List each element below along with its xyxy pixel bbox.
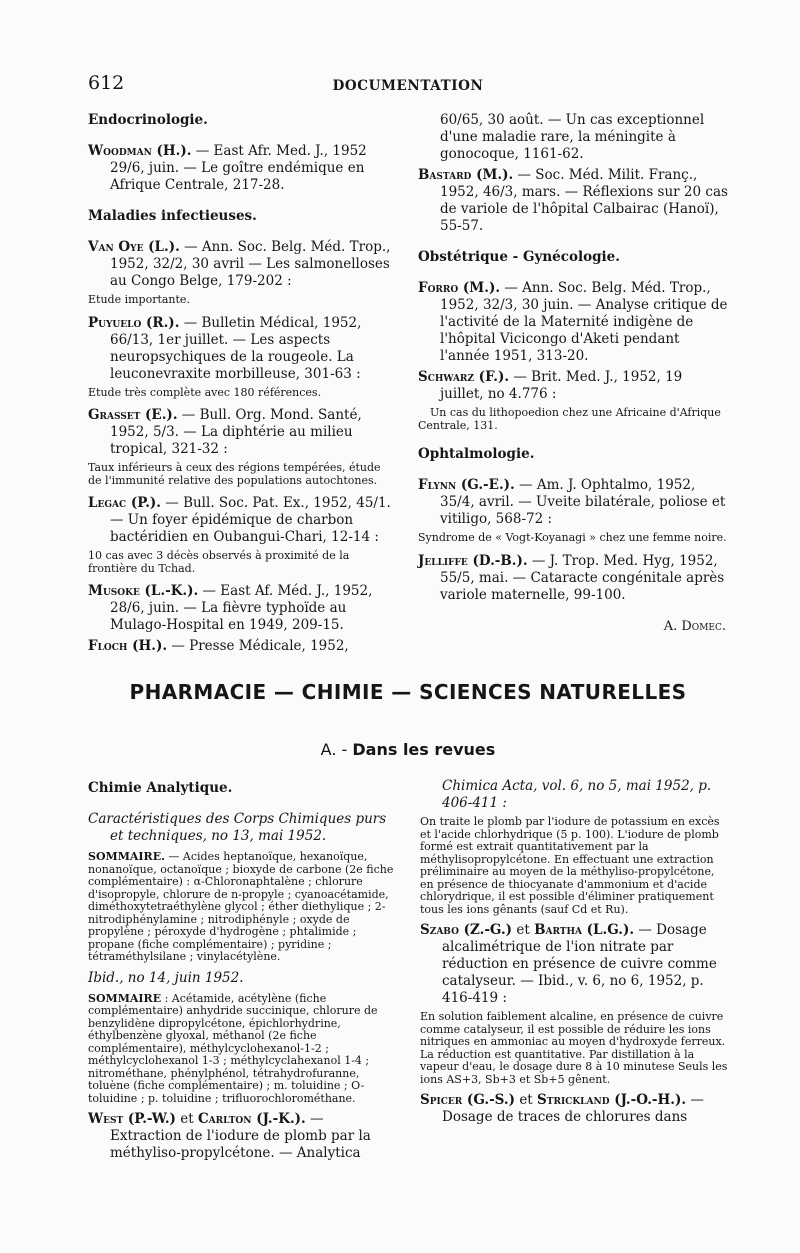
entry-text: — Presse Médicale, 1952, xyxy=(167,638,349,654)
bibliography-entry xyxy=(418,553,730,604)
entry-author: Grasset (E.). xyxy=(88,407,178,423)
entry-author: West (P.-W.) xyxy=(88,1111,176,1127)
section-title: PHARMACIE — CHIMIE — SCIENCES NATURELLES xyxy=(129,680,687,704)
section-heading: Ophtalmologie. xyxy=(418,446,535,462)
entry-author: Spicer (G.-S.) xyxy=(420,1092,516,1108)
bibliography-entry xyxy=(418,369,730,403)
entry-text: — J. Trop. Med. Hyg, 1952, 55/5, mai. — Cataracte congénitale après variole maternelle, 99-100. xyxy=(440,552,725,603)
entry-text: — Soc. Méd. Milit. Franç., 1952, 46/3, mars. — Réflexions sur 20 cas de variole de l'hôpital Calbairac (Hanoï), 55-57. xyxy=(440,167,728,234)
entry-connector: et xyxy=(515,1092,538,1108)
entry-note: Un cas du lithopoedion chez une Africaine d'Afrique Centrale, 131. xyxy=(418,406,721,432)
author-signature: A. Domec. xyxy=(663,618,726,634)
entry-author: Floch (H.). xyxy=(88,638,168,654)
summary-body: — Acides heptanoïque, hexanoïque, nonanoïque, octanoïque ; bioxyde de carbone (2e fiche complémentaire) : α-Chloronaphtalène ; chlorure d'isopropyle, chlorure de n-propyle ; cyanoacétamide, diméthoxytetraéthylène glycol ; éther diethylique ; 2-nitrodiphénylamine ; nitrodiphényle ; oxyde de propylène ; péroxyde d'hydrogène ; phtalimide ; propane (fiche complémentaire) ; pyridine ; tétraméthylsilane ; vinylacétylène. xyxy=(88,850,394,963)
bibliography-entry xyxy=(88,239,396,290)
entry-author: Strickland (J.-O.-H.). xyxy=(537,1092,687,1108)
bibliography-entry xyxy=(420,1092,728,1126)
entry-text: — Bull. Soc. Pat. Ex., 1952, 45/1. — Un foyer épidémique de charbon bactéridien en Oubangui-Chari, 12-14 : xyxy=(110,495,391,545)
journal-reference: Ibid., no 14, juin 1952. xyxy=(88,969,244,986)
entry-text: — Bull. Org. Mond. Santé, 1952, 5/3. — La diphtérie au milieu tropical, 321-32 : xyxy=(110,407,362,457)
entry-note: Etude très complète avec 180 références. xyxy=(88,385,322,399)
entry-author: Woodman (H.). xyxy=(88,143,192,159)
bibliography-entry xyxy=(418,477,730,528)
entry-connector: et xyxy=(512,922,535,938)
entry-text: — East Afr. Med. J., 1952 29/6, juin. — Le goître endémique en Afrique Centrale, 217-28. xyxy=(110,143,367,193)
bibliography-entry xyxy=(418,167,730,235)
entry-author: Schwarz (F.). xyxy=(418,369,510,385)
entry-continuation: Chimica Acta, vol. 6, no 5, mai 1952, p. 406-411 : xyxy=(442,778,712,811)
entry-note: Syndrome de « Vogt-Koyanagi » chez une femme noire. xyxy=(418,531,727,544)
entry-author: Legac (P.). xyxy=(88,495,161,511)
summary-text xyxy=(88,851,394,964)
bibliography-entry xyxy=(88,495,396,546)
entry-note: Etude importante. xyxy=(88,293,190,306)
section-subtitle xyxy=(88,740,728,759)
bibliography-entry xyxy=(420,922,728,1007)
summary-body: : Acétamide, acétylène (fiche complémentaire) anhydride succinique, chlorure de benzylidène dipropylcétone, épichlorhydrine, éthylbenzène glyoxal, méthanol (2e fiche complémentaire), méthylcyclohexanol-1-2 ; méthylcyclohexanol 1-3 ; méthylcyclahexanol 1-4 ; nitrométhane, phénylphénol, tétrahydrofuranne, toluène (fiche complémentaire) ; m. toluidine ; O-toluidine ; p. toluidine ; trifluorochlorométhane. xyxy=(88,991,378,1105)
right-column-bottom xyxy=(420,778,728,1130)
section-heading: Maladies infectieuses. xyxy=(88,208,257,224)
entry-author: Van Oye (L.). xyxy=(88,239,180,255)
summary-lead: SOMMAIRE xyxy=(88,991,162,1005)
entry-author: Flynn (G.-E.). xyxy=(418,477,515,493)
entry-text: — Bulletin Médical, 1952, 66/13, 1er juillet. — Les aspects neuropsychiques de la rougeole. La leuconevraxite morbilleuse, 301-63 : xyxy=(110,314,362,382)
summary-text xyxy=(88,993,394,1106)
abstract-note: En solution faiblement alcaline, en présence de cuivre comme catalyseur, il est possible de réduire les ions nitriques en ammoniac au moyen d'hydroxyde ferreux. La réduction est quantitative. Par distillation à la vapeur d'eau, le dosage dure 8 à 10 minutese Seuls les ions AS+3, Sb+3 et Sb+5 gênent. xyxy=(420,1010,728,1086)
entry-author: Puyuelo (R.). xyxy=(88,314,180,331)
entry-text: — Extraction de l'iodure de plomb par la méthyliso-propylcétone. — Analytica xyxy=(110,1111,371,1161)
entry-author: Bartha (L.G.). xyxy=(534,922,635,938)
running-header xyxy=(88,72,728,102)
entry-text: — Ann. Soc. Belg. Méd. Trop., 1952, 32/2, 30 avril — Les salmonelloses au Congo Belge, 179-202 : xyxy=(110,239,391,289)
left-column-bottom xyxy=(88,780,394,1166)
left-column-top xyxy=(88,112,396,659)
entry-text: — Dosage de traces de chlorures dans xyxy=(442,1092,704,1125)
entry-continuation: 60/65, 30 août. — Un cas exceptionnel d'une maladie rare, la méningite à gonocoque, 1161-62. xyxy=(440,112,705,162)
entry-author: Forro (M.). xyxy=(418,280,501,296)
bibliography-entry xyxy=(88,407,396,458)
summary-lead: SOMMAIRE. xyxy=(88,850,165,863)
bibliography-entry xyxy=(88,315,396,383)
bibliography-entry xyxy=(88,1111,394,1162)
subtitle-bold: Dans les revues xyxy=(352,740,496,759)
journal-reference: Caractéristiques des Corps Chimiques purs et techniques, no 13, mai 1952. xyxy=(88,811,387,844)
bibliography-entry xyxy=(88,143,396,194)
entry-author: Carlton (J.-K.). xyxy=(197,1111,306,1127)
subtitle-prefix: A. - xyxy=(320,740,353,759)
section-heading: Obstétrique - Gynécologie. xyxy=(418,249,620,265)
entry-author: Szabo (Z.-G.) xyxy=(420,922,513,938)
right-column-top xyxy=(418,112,730,635)
bibliography-entry xyxy=(88,583,396,634)
entry-text: — Brit. Med. J., 1952, 19 juillet, no 4.776 : xyxy=(440,369,683,402)
entry-author: Musoke (L.-K.). xyxy=(88,583,199,599)
entry-text: — East Af. Méd. J., 1952, 28/6, juin. — La fièvre typhoïde au Mulago-Hospital en 1949, 209-15. xyxy=(110,583,373,633)
entry-connector: et xyxy=(175,1111,198,1127)
section-heading: Chimie Analytique. xyxy=(88,780,233,796)
entry-note: Taux inférieurs à ceux des régions tempérées, étude de l'immunité relative des populations autochtones. xyxy=(88,461,381,487)
abstract-note: On traite le plomb par l'iodure de potassium en excès et l'acide chlorhydrique (5 p. 100). L'iodure de plomb formé est extrait quantitativement par la méthylisopropylcétone. En effectuant une extraction préliminaire au moyen de la méthyliso-propylcétone, en présence de thiocyanate d'ammonium et d'acide chlorydrique, il est possible d'éliminer pratiquement tous les ions gênants (sauf Cd et Ru). xyxy=(420,815,720,916)
section-heading: Endocrinologie. xyxy=(88,112,208,128)
entry-text: — Ann. Soc. Belg. Méd. Trop., 1952, 32/3, 30 juin. — Analyse critique de l'activité de la Maternité indigène de l'hôpital Vicicongo d'Aketi pendant l'année 1951, 313-20. xyxy=(440,280,728,364)
bibliography-entry xyxy=(88,638,396,655)
entry-author: Bastard (M.). xyxy=(418,167,514,183)
entry-text: — Dosage alcalimétrique de l'ion nitrate par réduction en présence de cuivre comme catalyseur. — Ibid., v. 6, no 6, 1952, p. 416-419 : xyxy=(442,922,717,1006)
entry-note: 10 cas avec 3 décès observés à proximité de la frontière du Tchad. xyxy=(88,549,350,575)
page-number: 612 xyxy=(88,72,125,94)
running-title: DOCUMENTATION xyxy=(332,78,484,94)
bibliography-entry xyxy=(418,280,730,365)
entry-author: Jelliffe (D.-B.). xyxy=(418,552,528,569)
entry-text: — Am. J. Ophtalmo, 1952, 35/4, avril. — Uveite bilatérale, poliose et vitiligo, 568-72 : xyxy=(440,477,726,527)
